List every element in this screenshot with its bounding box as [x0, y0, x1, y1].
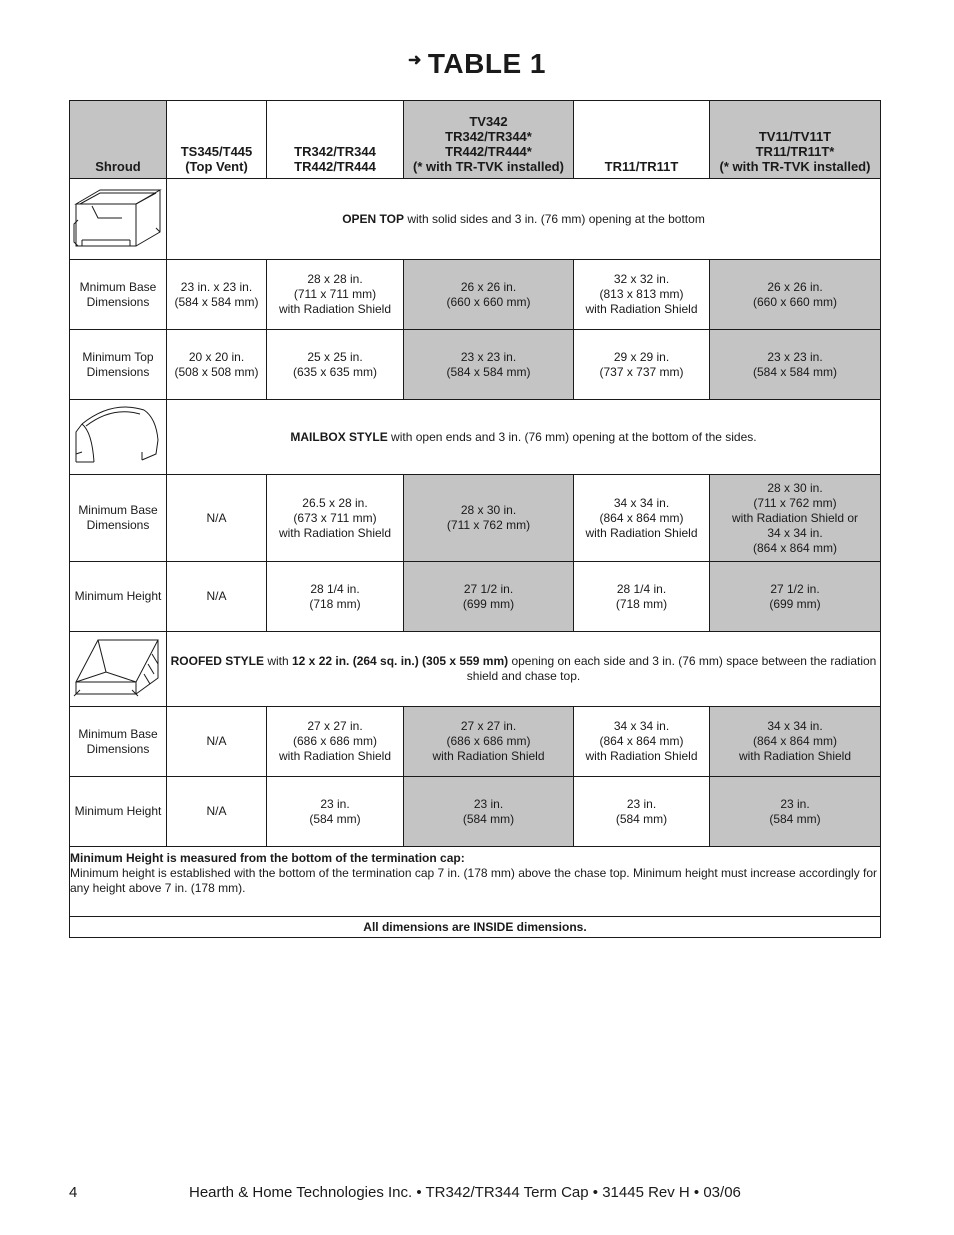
page-number: 4: [69, 1184, 78, 1201]
table-cell: 23 x 23 in. (584 x 584 mm): [710, 330, 881, 400]
table-cell: 26 x 26 in. (660 x 660 mm): [404, 260, 574, 330]
table-cell: 34 x 34 in. (864 x 864 mm) with Radiation Shield: [574, 707, 710, 777]
table-row: [70, 707, 881, 777]
header-col1: TS345/T445 (Top Vent): [167, 101, 267, 179]
table-cell: 34 x 34 in. (864 x 864 mm) with Radiation Shield: [710, 707, 881, 777]
table-row: [70, 777, 881, 847]
table-cell: 23 in. (584 mm): [574, 777, 710, 847]
table-cell: 27 x 27 in. (686 x 686 mm) with Radiation Shield: [404, 707, 574, 777]
table-cell: 20 x 20 in. (508 x 508 mm): [167, 330, 267, 400]
header-col5: TV11/TV11T TR11/TR11T* (* with TR-TVK installed): [710, 101, 881, 179]
table-row: [70, 562, 881, 632]
header-col2: TR342/TR344 TR442/TR444: [267, 101, 404, 179]
open-top-shroud-drawing: [70, 179, 167, 260]
table-cell: 27 1/2 in. (699 mm): [710, 562, 881, 632]
roofed-description: ROOFED STYLE with 12 x 22 in. (264 sq. in.) (305 x 559 mm) opening on each side and 3 in. (76 mm) space between the radiation shield and chase top.: [167, 632, 881, 707]
table-cell: 32 x 32 in. (813 x 813 mm) with Radiation Shield: [574, 260, 710, 330]
table-cell: 28 x 28 in. (711 x 711 mm) with Radiation Shield: [267, 260, 404, 330]
document-info: Hearth & Home Technologies Inc. • TR342/TR344 Term Cap • 31445 Rev H • 03/06: [189, 1184, 741, 1201]
mailbox-description: MAILBOX STYLE with open ends and 3 in. (76 mm) opening at the bottom of the sides.: [167, 400, 881, 475]
table-cell: 23 x 23 in. (584 x 584 mm): [404, 330, 574, 400]
row-label: Minimum Base Dimensions: [70, 475, 167, 562]
header-col3: TV342 TR342/TR344* TR442/TR444* (* with TR-TVK installed): [404, 101, 574, 179]
section-mailbox: [70, 400, 881, 475]
page-title: ➜ TABLE 1: [407, 48, 546, 79]
table-cell: 34 x 34 in. (864 x 864 mm) with Radiation Shield: [574, 475, 710, 562]
table-cell: 28 1/4 in. (718 mm): [267, 562, 404, 632]
table-cell: 27 1/2 in. (699 mm): [404, 562, 574, 632]
table-row: [70, 330, 881, 400]
row-label: Minimum Base Dimensions: [70, 707, 167, 777]
section-open-top: [70, 179, 881, 260]
header-shroud: Shroud: [70, 101, 167, 179]
table-cell: 26 x 26 in. (660 x 660 mm): [710, 260, 881, 330]
table-cell: 28 1/4 in. (718 mm): [574, 562, 710, 632]
table-cell: 23 in. (584 mm): [710, 777, 881, 847]
row-label: Mnimum Base Dimensions: [70, 260, 167, 330]
table-cell: N/A: [167, 475, 267, 562]
table-row: [70, 260, 881, 330]
roofed-shroud-drawing: [70, 632, 167, 707]
termination-cap-table: [69, 100, 881, 938]
arrow-right-icon: ➜: [407, 52, 422, 69]
minimum-height-note: [70, 847, 881, 917]
open-top-description: OPEN TOP with solid sides and 3 in. (76 mm) opening at the bottom: [167, 179, 881, 260]
row-label: Minimum Top Dimensions: [70, 330, 167, 400]
table-cell: 29 x 29 in. (737 x 737 mm): [574, 330, 710, 400]
table-cell: 28 x 30 in. (711 x 762 mm): [404, 475, 574, 562]
header-row: [70, 101, 881, 179]
table-cell: 23 in. x 23 in. (584 x 584 mm): [167, 260, 267, 330]
table-cell: N/A: [167, 777, 267, 847]
header-col4: TR11/TR11T: [574, 101, 710, 179]
table-cell: 23 in. (584 mm): [267, 777, 404, 847]
table-cell: 27 x 27 in. (686 x 686 mm) with Radiation Shield: [267, 707, 404, 777]
table-cell: 23 in. (584 mm): [404, 777, 574, 847]
row-label: Minimum Height: [70, 777, 167, 847]
table-cell: 26.5 x 28 in. (673 x 711 mm) with Radiation Shield: [267, 475, 404, 562]
table-row: [70, 475, 881, 562]
note-heading: Minimum Height is measured from the bottom of the termination cap:: [70, 851, 465, 865]
table-cell: 28 x 30 in. (711 x 762 mm) with Radiation Shield or 34 x 34 in. (864 x 864 mm): [710, 475, 881, 562]
section-roofed: [70, 632, 881, 707]
row-label: Minimum Height: [70, 562, 167, 632]
mailbox-shroud-drawing: [70, 400, 167, 475]
table-cell: N/A: [167, 562, 267, 632]
note-body: Minimum height is established with the bottom of the termination cap 7 in. (178 mm) above the chase top. Minimum height must increase accordingly for any height above 7 in. (178 mm).: [70, 866, 878, 895]
inside-dimensions-note: All dimensions are INSIDE dimensions.: [70, 917, 881, 938]
table-cell: 25 x 25 in. (635 x 635 mm): [267, 330, 404, 400]
table-cell: N/A: [167, 707, 267, 777]
